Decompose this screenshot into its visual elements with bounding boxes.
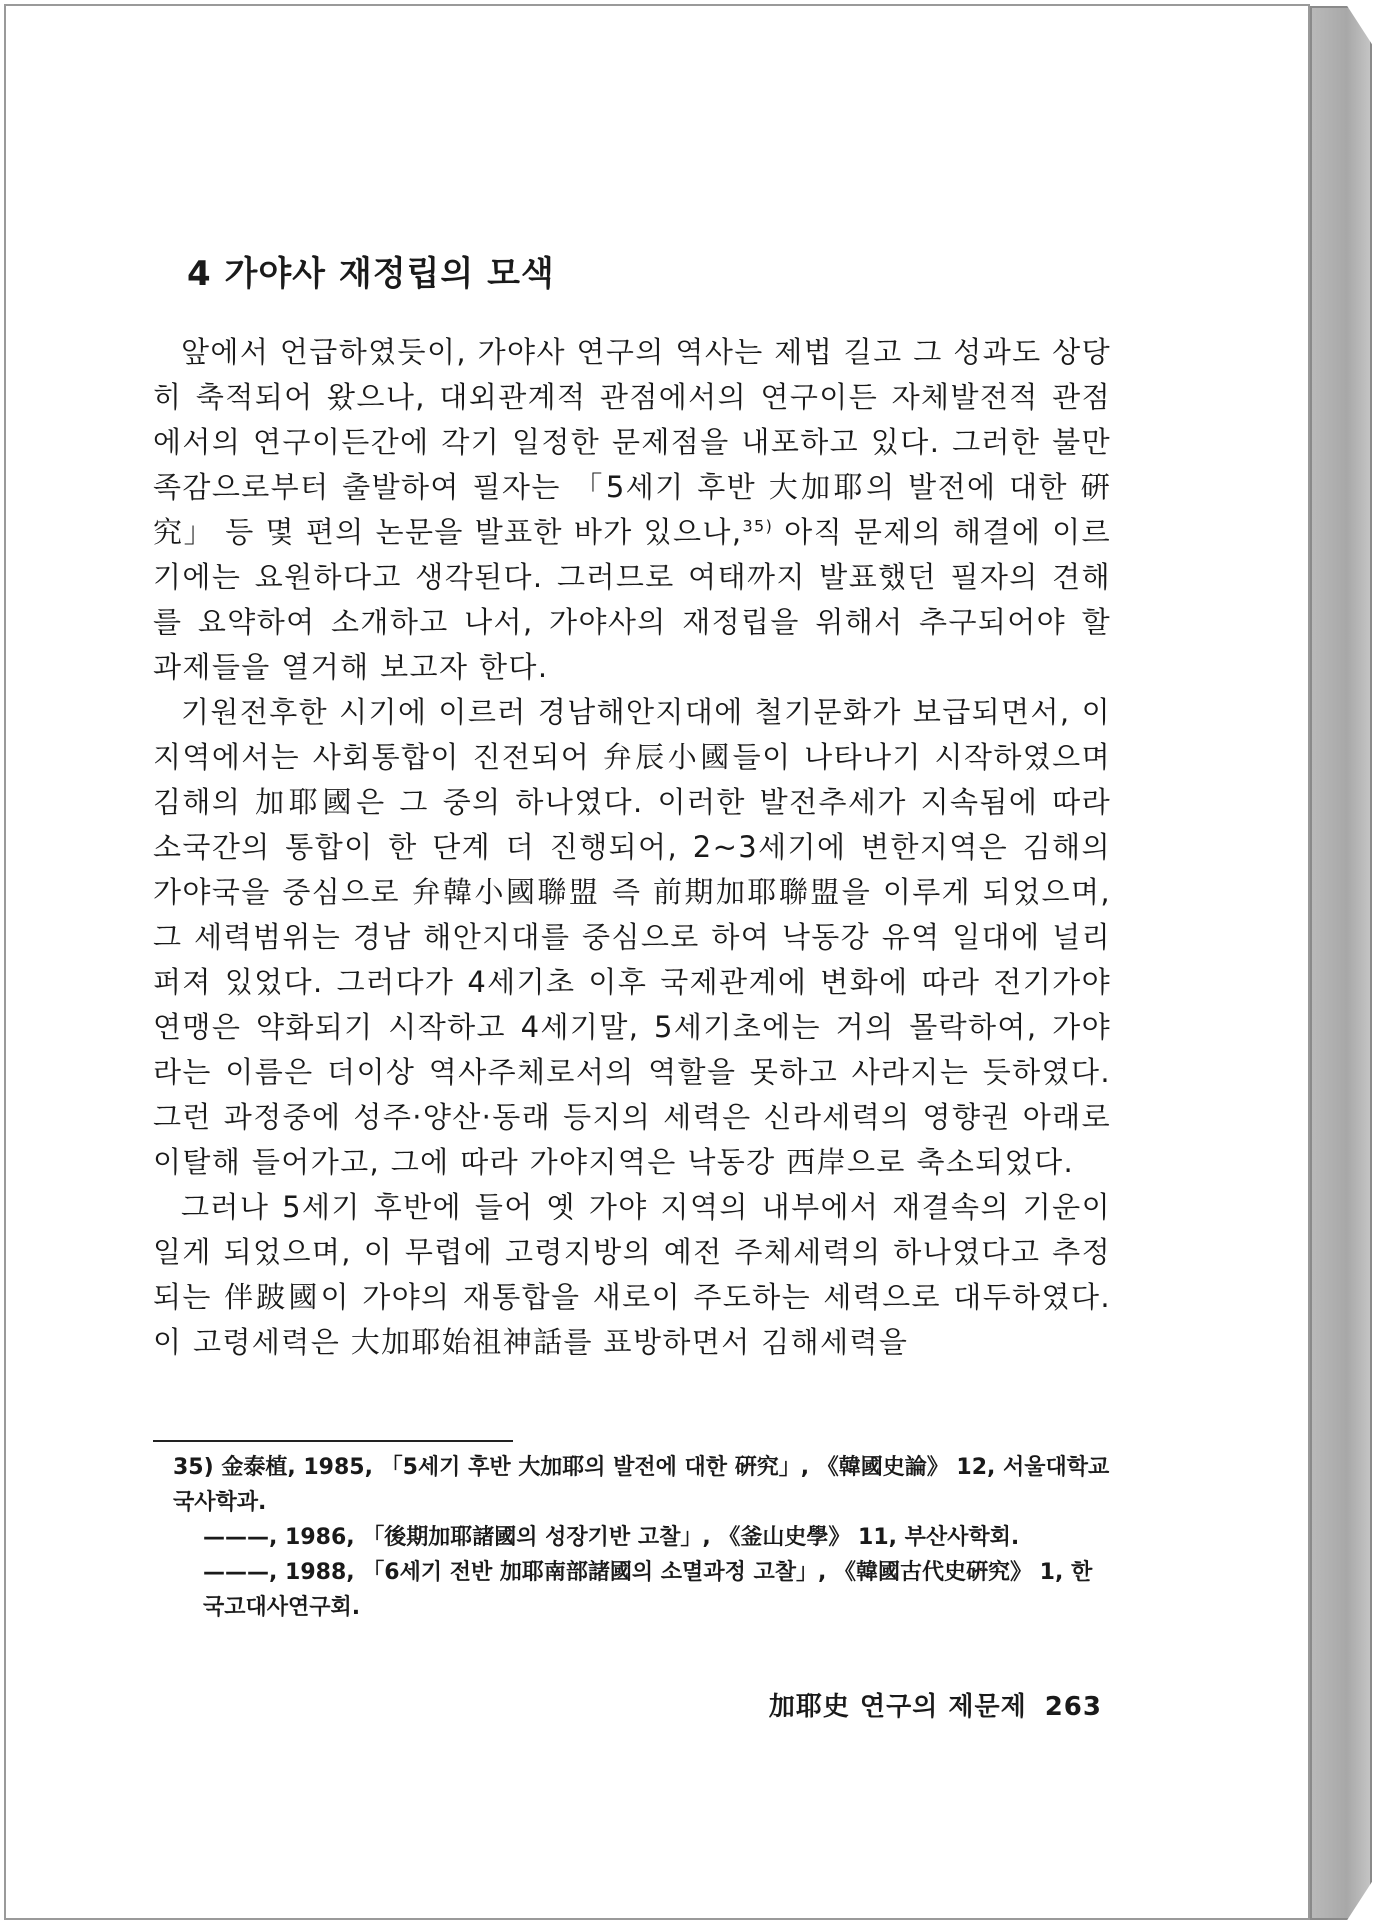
footnote: ———, 1988, 「6세기 전반 加耶南部諸國의 소멸과정 고찰」, 《韓國古代史硏究》 1, 한국고대사연구회. [203, 1560, 1093, 1620]
section-title: 4 가야사 재정립의 모색 [187, 254, 555, 294]
footnote-ref: 35) [742, 516, 774, 536]
paragraph-text: 앞에서 언급하였듯이, 가야사 연구의 역사는 제법 길고 그 성과도 상당히 축적되어 왔으나, 대외관계적 관점에서의 연구이든 자체발전적 관점에서의 연구이든간에 각기 일정한 문제점을 내포하고 있다. 그러한 불만족감으로부터 출발하여 필자는 「5세기 후반 大加耶의 발전에 대한 硏究」 등 몇 편의 논문을 발표한 바가 있으나, [153, 335, 1111, 549]
footnote: 35) 金泰植, 1985, 「5세기 후반 大加耶의 발전에 대한 硏究」, 《韓國史論》 12, 서울대학교 국사학과. [173, 1455, 1110, 1515]
footnote: ———, 1986, 「後期加耶諸國의 성장기반 고찰」, 《釜山史學》 11, 부산사학회. [203, 1525, 1020, 1550]
running-footer [751, 1686, 1102, 1723]
page-edge [1310, 6, 1372, 1920]
paragraph: 그러나 5세기 후반에 들어 옛 가야 지역의 내부에서 재결속의 기운이 일게 되었으며, 이 무렵에 고령지방의 예전 주체세력의 하나였다고 추정되는 伴跛國이 가야의 재통합을 새로이 주도하는 세력으로 대두하였다. 이 고령세력은 大加耶始祖神話를 표방하면서 김해세력을 [153, 1190, 1111, 1359]
paragraph [153, 330, 1111, 690]
paragraph: 기원전후한 시기에 이르러 경남해안지대에 철기문화가 보급되면서, 이 지역에서는 사회통합이 진전되어 弁辰小國들이 나타나기 시작하였으며 김해의 加耶國은 그 중의 하나였다. 이러한 발전추세가 지속됨에 따라 소국간의 통합이 한 단계 더 진행되어, 2~3세기에 변한지역은 김해의 가야국을 중심으로 弁韓小國聯盟 즉 前期加耶聯盟을 이루게 되었으며, 그 세력범위는 경남 해안지대를 중심으로 하여 낙동강 유역 일대에 널리 퍼져 있었다. 그러다가 4세기초 이후 국제관계에 변화에 따라 전기가야연맹은 약화되기 시작하고 4세기말, 5세기초에는 거의 몰락하여, 가야라는 이름은 더이상 역사주체로서의 역할을 못하고 사라지는 듯하였다. 그런 과정중에 성주·양산·동래 등지의 세력은 신라세력의 영향권 아래로 이탈해 들어가고, 그에 따라 가야지역은 낙동강 西岸으로 축소되었다. [153, 695, 1111, 1179]
running-title: 加耶史 연구의 제문제 [768, 1692, 1027, 1722]
page-number: 263 [1044, 1692, 1102, 1722]
footnote-divider [153, 1440, 513, 1442]
footnotes [173, 1450, 1111, 1625]
body-text [153, 330, 1111, 1365]
paragraph-text: 아직 문제의 해결에 이르기에는 요원하다고 생각된다. 그러므로 여태까지 발표했던 필자의 견해를 요약하여 소개하고 나서, 가야사의 재정립을 위해서 추구되어야 할 과제들을 열거해 보고자 한다. [153, 515, 1111, 684]
